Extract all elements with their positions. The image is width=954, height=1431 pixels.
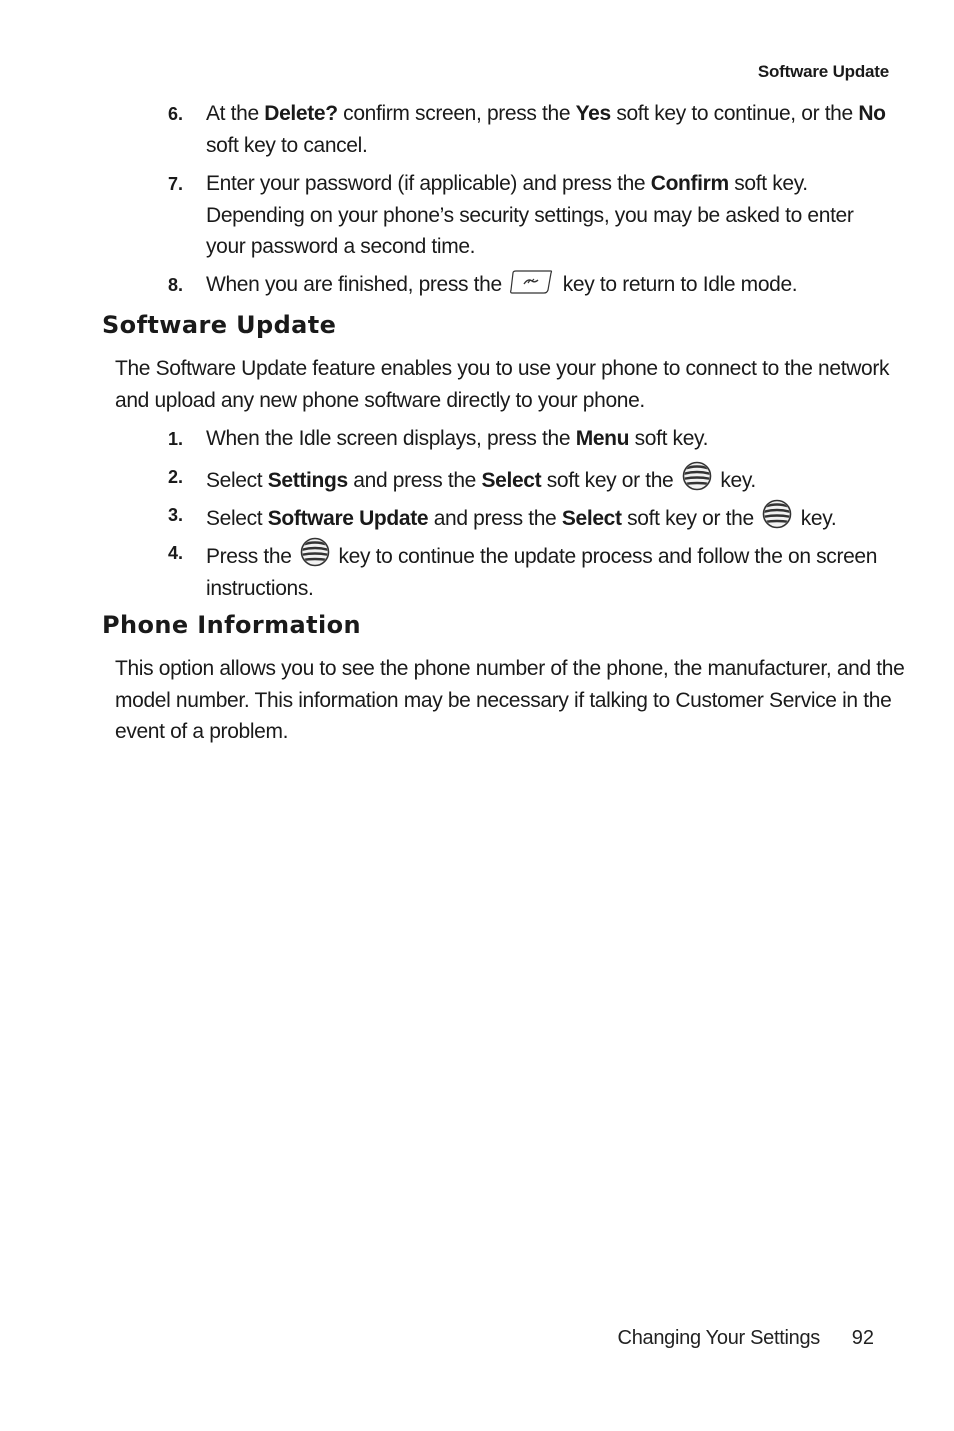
page-number: 92 (851, 1327, 874, 1349)
step-text: Select Settings and press the Select soft key or the key. (206, 461, 893, 497)
step-text: Enter your password (if applicable) and press the Confirm soft key. Depending on your phone’s security settings, you may be asked to enter your password a second time. (206, 172, 854, 258)
list-item (168, 269, 893, 301)
step-number: 8. (168, 275, 184, 295)
list-item (168, 537, 893, 604)
att-globe-key-icon (682, 461, 712, 491)
phone-information-body: This option allows you to see the phone number of the phone, the manufacturer, and the model number. This information may be necessary if talking to Customer Service in the event of a problem. (115, 657, 905, 744)
software-update-intro: The Software Update feature enables you to use your phone to connect to the network and upload any new phone software directly to your phone. (115, 357, 890, 412)
step-text: At the Delete? confirm screen, press the Yes soft key to continue, or the No soft key to cancel. (206, 102, 886, 157)
list-item (168, 461, 893, 497)
step-text: Select Software Update and press the Select soft key or the key. (206, 499, 893, 535)
list-item (168, 98, 893, 161)
list-item (168, 499, 893, 535)
step-number: 2. (168, 467, 184, 487)
step-number: 1. (168, 429, 184, 449)
step-number: 4. (168, 543, 184, 563)
att-globe-key-icon (762, 499, 792, 529)
running-header: Software Update (757, 62, 889, 81)
section-heading-phone-information: Phone Information (102, 611, 361, 639)
list-item (168, 168, 893, 263)
end-key-icon (510, 269, 554, 295)
footer-chapter-title: Changing Your Settings (617, 1327, 820, 1349)
step-number: 3. (168, 505, 184, 525)
step-text: When you are finished, press the key to return to Idle mode. (206, 269, 893, 301)
att-globe-key-icon (300, 537, 330, 567)
step-number: 7. (168, 174, 184, 194)
list-item (168, 423, 893, 455)
section-heading-software-update: Software Update (102, 311, 337, 339)
step-number: 6. (168, 104, 184, 124)
step-text: Press the key to continue the update process and follow the on screen instructions. (206, 537, 893, 604)
step-text: When the Idle screen displays, press the Menu soft key. (206, 427, 709, 450)
